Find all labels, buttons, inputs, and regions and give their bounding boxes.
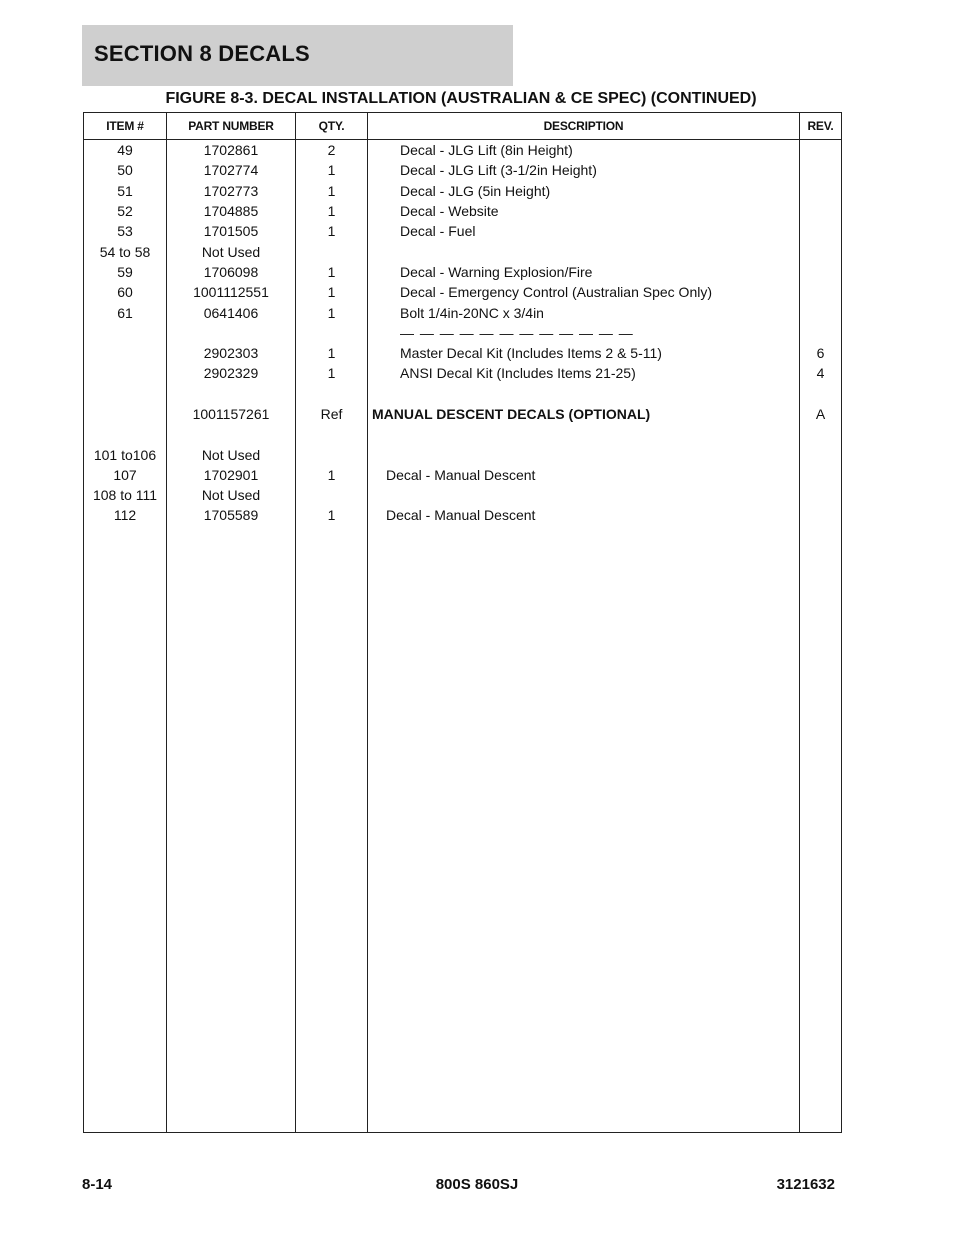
part-number-cell: 1702861 <box>167 140 296 161</box>
rev-cell: 6 <box>800 343 842 363</box>
part-number-cell: 1704885 <box>167 201 296 221</box>
qty-cell: 1 <box>296 201 368 221</box>
part-number-cell: 1001157261 <box>167 404 296 424</box>
description-cell <box>368 424 800 444</box>
rev-cell <box>800 160 842 180</box>
description-cell <box>368 384 800 404</box>
item-cell <box>84 404 167 424</box>
description-cell: Decal - Website <box>368 201 800 221</box>
rev-cell <box>800 262 842 282</box>
description-cell: Decal - JLG Lift (3-1/2in Height) <box>368 160 800 180</box>
table-row <box>84 302 842 322</box>
table-row <box>84 241 842 261</box>
qty-cell: 1 <box>296 221 368 241</box>
item-cell: 101 to106 <box>84 444 167 464</box>
description-cell: Decal - Manual Descent <box>368 505 800 525</box>
description-cell: Decal - Emergency Control (Australian Spec Only) <box>368 282 800 302</box>
qty-cell: 1 <box>296 302 368 322</box>
item-cell: 108 to 111 <box>84 485 167 505</box>
description-cell: ANSI Decal Kit (Includes Items 21-25) <box>368 363 800 383</box>
rev-cell <box>800 465 842 485</box>
table-row <box>84 444 842 464</box>
description-cell: Decal - Warning Explosion/Fire <box>368 262 800 282</box>
section-header-band <box>82 25 513 86</box>
rev-cell <box>800 181 842 201</box>
part-number-cell: 1701505 <box>167 221 296 241</box>
table-row <box>84 465 842 485</box>
qty-cell <box>296 241 368 261</box>
table-row <box>84 404 842 424</box>
rev-cell <box>800 140 842 161</box>
qty-cell: Ref <box>296 404 368 424</box>
table-body <box>84 140 842 1133</box>
column-header-rev: REV. <box>800 113 842 140</box>
qty-cell <box>296 424 368 444</box>
qty-cell: 1 <box>296 465 368 485</box>
table-header-row <box>84 113 842 140</box>
column-header-item: ITEM # <box>84 113 167 140</box>
table-row <box>84 343 842 363</box>
empty-cell <box>84 526 167 1133</box>
rev-cell: A <box>800 404 842 424</box>
rev-cell <box>800 323 842 343</box>
part-number-cell: 1705589 <box>167 505 296 525</box>
rev-cell <box>800 485 842 505</box>
column-header-part-number: PART NUMBER <box>167 113 296 140</box>
rev-cell: 4 <box>800 363 842 383</box>
part-number-cell <box>167 323 296 343</box>
item-cell: 53 <box>84 221 167 241</box>
part-number-cell: 2902303 <box>167 343 296 363</box>
rev-cell <box>800 302 842 322</box>
part-number-cell: Not Used <box>167 444 296 464</box>
column-header-qty: QTY. <box>296 113 368 140</box>
qty-cell: 1 <box>296 282 368 302</box>
item-cell <box>84 323 167 343</box>
parts-table <box>83 112 842 1133</box>
rev-cell <box>800 424 842 444</box>
model-name: 800S 860SJ <box>435 1176 519 1193</box>
part-number-cell: 2902329 <box>167 363 296 383</box>
table-row <box>84 505 842 525</box>
description-cell <box>368 444 800 464</box>
table-row <box>84 140 842 161</box>
item-cell: 49 <box>84 140 167 161</box>
description-cell: — — — — — — — — — — — — <box>368 323 800 343</box>
table-row <box>84 201 842 221</box>
qty-cell <box>296 384 368 404</box>
rev-cell <box>800 221 842 241</box>
empty-cell <box>368 526 800 1133</box>
empty-cell <box>167 526 296 1133</box>
qty-cell: 1 <box>296 262 368 282</box>
item-cell: 50 <box>84 160 167 180</box>
qty-cell: 1 <box>296 181 368 201</box>
rev-cell <box>800 201 842 221</box>
qty-cell: 1 <box>296 363 368 383</box>
qty-cell <box>296 485 368 505</box>
description-cell <box>368 485 800 505</box>
item-cell <box>84 343 167 363</box>
item-cell: 112 <box>84 505 167 525</box>
qty-cell: 1 <box>296 160 368 180</box>
rev-cell <box>800 505 842 525</box>
column-header-description: DESCRIPTION <box>368 113 800 140</box>
rev-cell <box>800 384 842 404</box>
item-cell: 54 to 58 <box>84 241 167 261</box>
item-cell: 52 <box>84 201 167 221</box>
rev-cell <box>800 241 842 261</box>
table-row <box>84 221 842 241</box>
part-number-cell: 1702773 <box>167 181 296 201</box>
table-row <box>84 282 842 302</box>
description-cell <box>368 241 800 261</box>
figure-title: FIGURE 8-3. DECAL INSTALLATION (AUSTRALIAN & CE SPEC) (CONTINUED) <box>165 90 757 107</box>
description-cell: Bolt 1/4in-20NC x 3/4in <box>368 302 800 322</box>
table-row <box>84 181 842 201</box>
empty-cell <box>800 526 842 1133</box>
rev-cell <box>800 282 842 302</box>
description-cell: Decal - JLG (5in Height) <box>368 181 800 201</box>
table-row <box>84 363 842 383</box>
rev-cell <box>800 444 842 464</box>
qty-cell: 2 <box>296 140 368 161</box>
section-title: SECTION 8 DECALS <box>94 41 310 66</box>
item-cell <box>84 424 167 444</box>
description-cell: MANUAL DESCENT DECALS (OPTIONAL) <box>368 404 800 424</box>
part-number-cell: 1702901 <box>167 465 296 485</box>
part-number-cell: 1706098 <box>167 262 296 282</box>
part-number-cell: 1001112551 <box>167 282 296 302</box>
part-number-cell: 0641406 <box>167 302 296 322</box>
table-row <box>84 485 842 505</box>
table-row <box>84 160 842 180</box>
page-number: 8-14 <box>82 1176 113 1193</box>
part-number-cell: 1702774 <box>167 160 296 180</box>
item-cell <box>84 363 167 383</box>
table-row <box>84 262 842 282</box>
table-filler-row <box>84 526 842 1133</box>
item-cell <box>84 384 167 404</box>
table-row <box>84 424 842 444</box>
description-cell: Decal - Fuel <box>368 221 800 241</box>
item-cell: 59 <box>84 262 167 282</box>
item-cell: 60 <box>84 282 167 302</box>
part-number-cell <box>167 424 296 444</box>
part-number-cell: Not Used <box>167 485 296 505</box>
qty-cell: 1 <box>296 505 368 525</box>
table-row <box>84 323 842 343</box>
item-cell: 107 <box>84 465 167 485</box>
description-cell: Decal - Manual Descent <box>368 465 800 485</box>
description-cell: Decal - JLG Lift (8in Height) <box>368 140 800 161</box>
qty-cell <box>296 444 368 464</box>
empty-cell <box>296 526 368 1133</box>
table-row <box>84 384 842 404</box>
part-number-cell <box>167 384 296 404</box>
manual-number: 3121632 <box>776 1176 835 1193</box>
part-number-cell: Not Used <box>167 241 296 261</box>
item-cell: 51 <box>84 181 167 201</box>
qty-cell <box>296 323 368 343</box>
qty-cell: 1 <box>296 343 368 363</box>
item-cell: 61 <box>84 302 167 322</box>
description-cell: Master Decal Kit (Includes Items 2 & 5-11) <box>368 343 800 363</box>
